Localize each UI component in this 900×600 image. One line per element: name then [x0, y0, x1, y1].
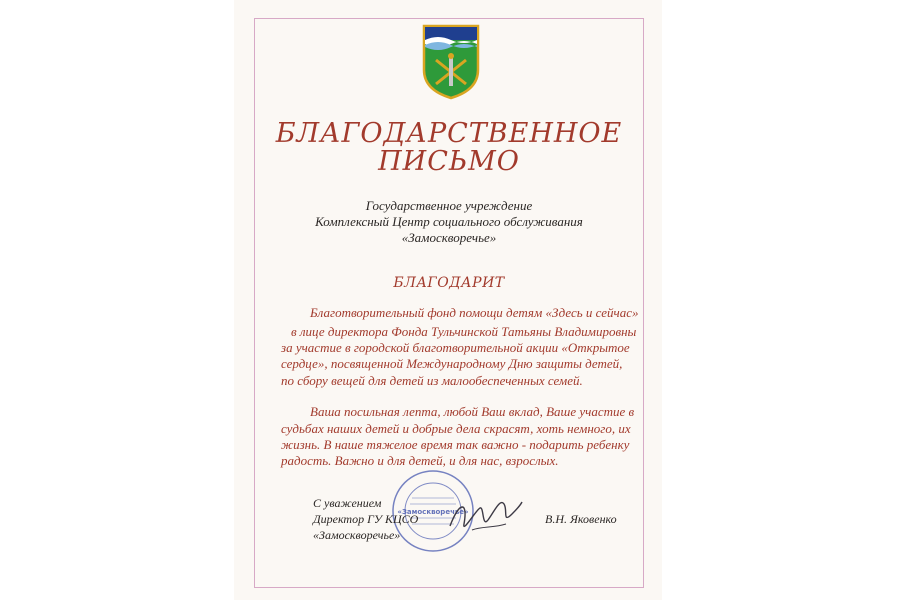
body-line: за участие в городской благотворительной акции «Открытое: [281, 340, 630, 355]
body-line: жизнь. В наше тяжелое время так важно - подарить ребенку: [281, 437, 630, 452]
signature-regards: С уважением: [313, 496, 382, 510]
body-line: радость. Важно и для детей, и для нас, взрослых.: [281, 453, 559, 468]
handwritten-signature: [442, 490, 524, 538]
signature-name: В.Н. Яковенко: [545, 512, 617, 526]
coat-of-arms-icon: [420, 20, 482, 100]
body-line: сердце», посвященной Международному Дню защиты детей,: [281, 356, 623, 371]
organization-line1: Государственное учреждение: [365, 198, 533, 213]
body-line: по сбору вещей для детей из малообеспеченных семей.: [281, 373, 583, 388]
body-line: судьбах наших детей и добрые дела скрасят, хоть немного, их: [281, 421, 631, 436]
letter-title-line1: БЛАГОДАРСТВЕННОЕ: [275, 118, 623, 149]
body-line: Ваша посильная лепта, любой Ваш вклад, Ваше участие в: [310, 404, 635, 419]
letter-title-line2: ПИСЬМО: [378, 146, 520, 177]
signature-position: Директор ГУ КЦСО: [313, 512, 419, 526]
organization-line2: Комплексный Центр социального обслуживания: [315, 214, 583, 229]
signature-org: «Замоскворечье»: [313, 528, 401, 542]
body-line: в лице директора Фонда Тульчинской Татьяны Владимировны: [291, 324, 637, 339]
body-line: Благотворительный фонд помощи детям «Здесь и сейчас»: [310, 305, 639, 320]
thanks-heading: БЛАГОДАРИТ: [393, 275, 505, 291]
organization-line3: «Замоскворечье»: [401, 230, 497, 245]
stamp-center-text: «Замоскворечье»: [397, 508, 469, 516]
